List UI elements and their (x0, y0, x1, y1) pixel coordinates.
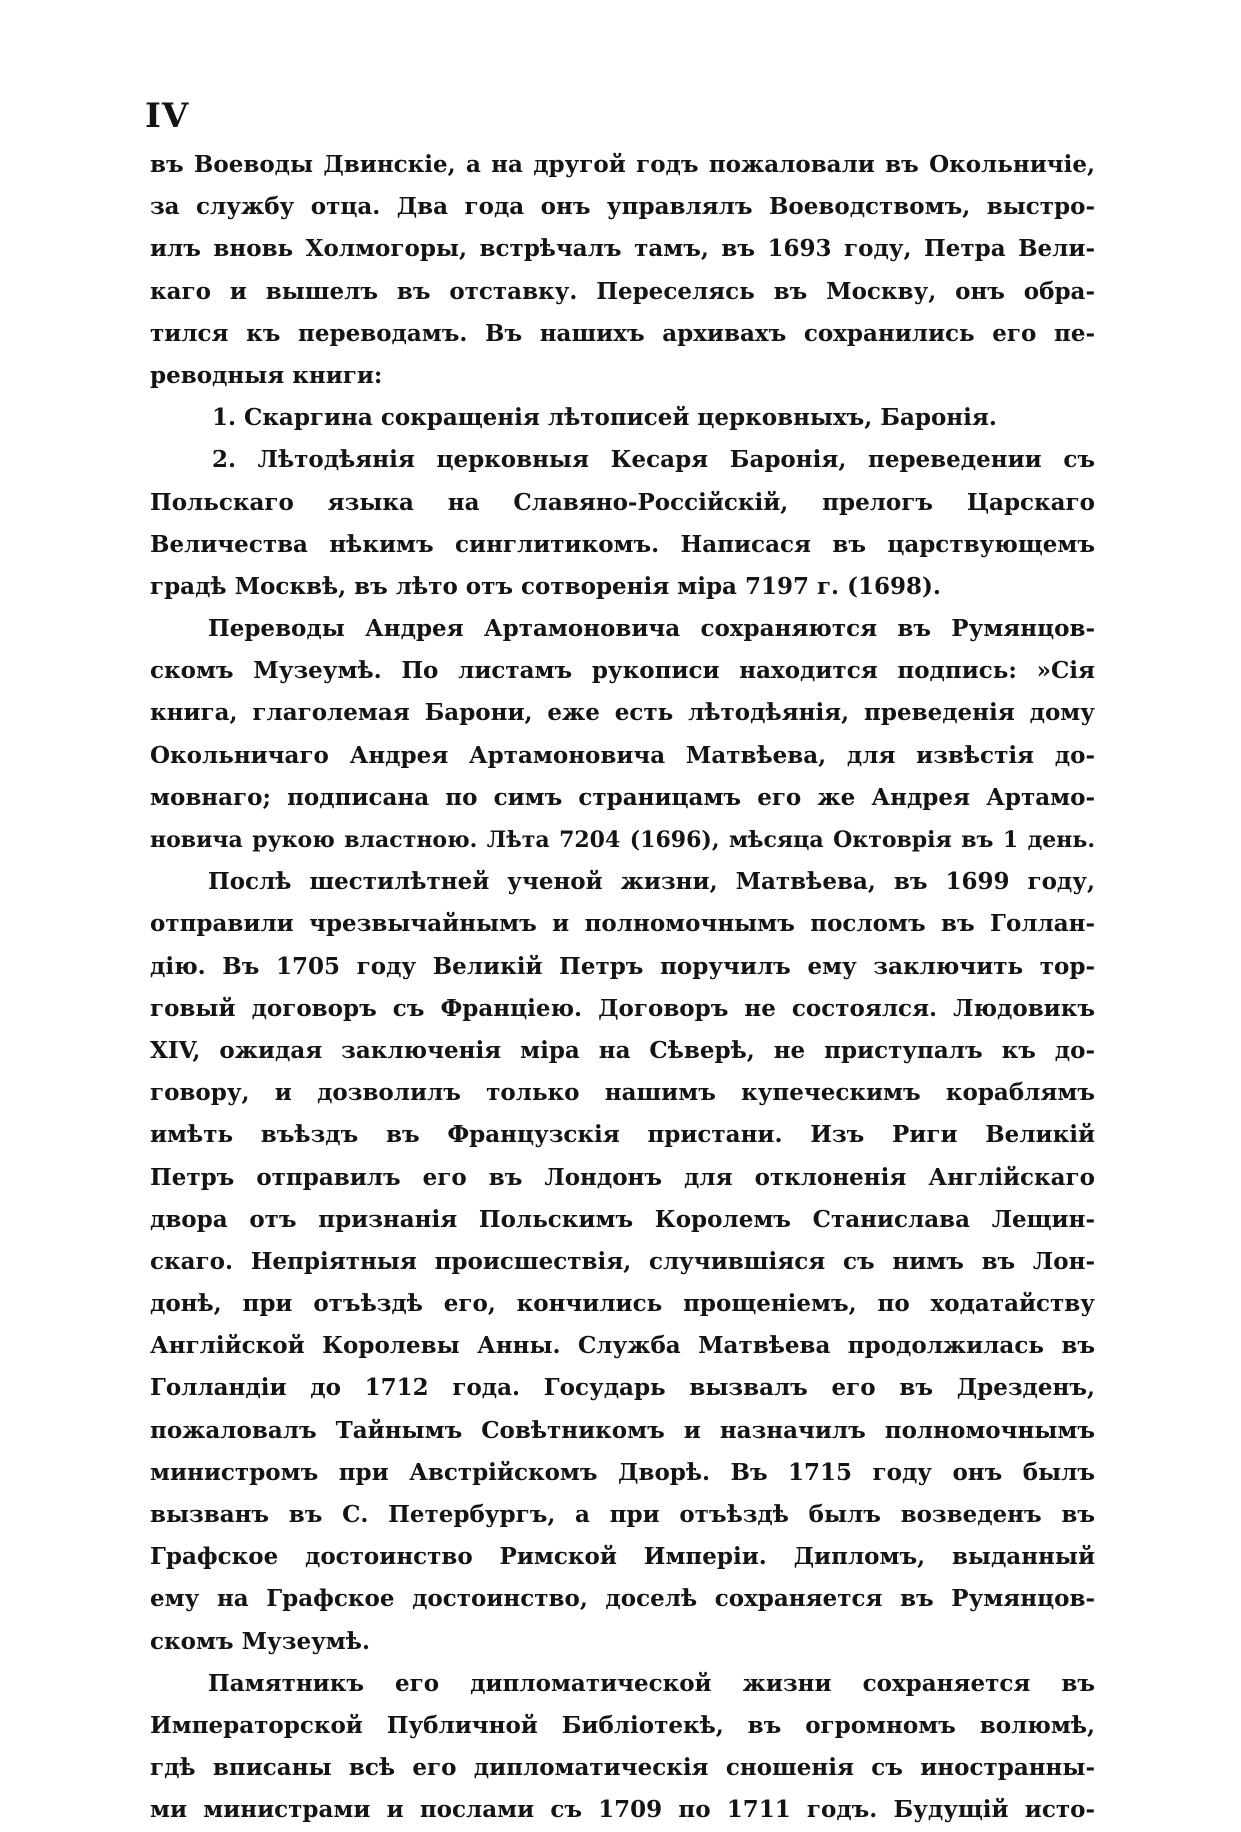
paragraph-diplomatic-career (150, 861, 1095, 1663)
text-line: новича рукою властною. Лѣта 7204 (1696), мѣсяца Октоврія въ 1 день. (150, 827, 1095, 853)
text-line: книга, глаголемая Барони, еже есть лѣтодѣянія, преведенія дому (150, 699, 1095, 727)
text-line: XIV, ожидая заключенія міра на Сѣверѣ, не приступалъ къ до- (150, 1036, 1095, 1064)
text-line: Петръ отправилъ его въ Лондонъ для отклоненія Англійскаго (150, 1163, 1095, 1191)
text-line: Графское достоинство Римской Имперіи. Дипломъ, выданный (150, 1543, 1095, 1571)
text-line: Голландіи до 1712 года. Государь вызвалъ его въ Дрезденъ, (150, 1374, 1095, 1402)
text-line: министромъ при Австрійскомъ Дворѣ. Въ 1715 году онъ былъ (150, 1458, 1095, 1486)
text-line: Польскаго языка на Славяно-Россійскій, прелогъ Царскаго (150, 488, 1095, 516)
text-line: тился къ переводамъ. Въ нашихъ архивахъ сохранились его пе- (150, 319, 1095, 347)
text-line: мовнаго; подписана по симъ страницамъ его же Андрея Артамо- (150, 783, 1095, 811)
text-line: въ Воеводы Двинскіе, а на другой годъ пожаловали въ Окольничіе, (150, 151, 1095, 178)
text-line: говору, и дозволилъ только нашимъ купеческимъ кораблямъ (150, 1079, 1095, 1107)
text-line: градѣ Москвѣ, въ лѣто отъ сотворенія міра 7197 г. (1698). (150, 572, 941, 600)
text-line: вызванъ въ С. Петербургъ, а при отъѣздѣ былъ возведенъ въ (150, 1501, 1095, 1528)
text-line: Переводы Андрея Артамоновича сохраняются въ Румянцов- (208, 615, 1095, 643)
paragraph-library-monument (150, 1663, 1095, 1832)
text-line: говый договоръ съ Франціею. Договоръ не состоялся. Людовикъ (150, 994, 1095, 1022)
text-line: Окольничаго Андрея Артамоновича Матвѣева, для извѣстія до- (150, 741, 1095, 769)
text-line: имѣть въѣздъ въ Французскія пристани. Изъ Риги Великій (150, 1121, 1095, 1149)
text-line: отправили чрезвычайнымъ и полномочнымъ посломъ въ Голлан- (150, 910, 1095, 938)
paragraph-appointment (150, 144, 1095, 397)
text-line: ему на Графское достоинство, доселѣ сохраняется въ Румянцов- (150, 1585, 1095, 1613)
text-line: Англійской Королевы Анны. Служба Матвѣева продолжилась въ (150, 1332, 1095, 1360)
text-line: Послѣ шестилѣтней ученой жизни, Матвѣева, въ 1699 году, (208, 868, 1095, 896)
text-line: за службу отца. Два года онъ управлялъ Воеводствомъ, выстро- (150, 193, 1095, 221)
page-number: IV (145, 96, 190, 136)
list-item-1 (150, 397, 1095, 439)
text-line: Памятникъ его дипломатической жизни сохраняется въ (208, 1669, 1095, 1697)
list-item-2 (150, 439, 1095, 608)
text-line: илъ вновь Холмогоры, встрѣчалъ тамъ, въ 1693 году, Петра Вели- (150, 235, 1095, 263)
text-line: ми министрами и послами съ 1709 по 1711 годъ. Будущій исто- (150, 1796, 1095, 1824)
text-line: Величества нѣкимъ синглитикомъ. Написася въ царствующемъ (150, 530, 1095, 558)
text-line: дію. Въ 1705 году Великій Петръ поручилъ ему заключить тор- (150, 952, 1095, 980)
text-line: 1. Скаргина сокращенія лѣтописей церковныхъ, Баронія. (212, 404, 997, 432)
text-line: скаго. Непріятныя происшествія, случившіяся съ нимъ въ Лон- (150, 1247, 1095, 1275)
text-line: пожаловалъ Тайнымъ Совѣтникомъ и назначилъ полномочнымъ (150, 1416, 1095, 1444)
text-line: Императорской Публичной Библіотекѣ, въ огромномъ волюмѣ, (150, 1711, 1095, 1739)
text-line: донѣ, при отъѣздѣ его, кончились прощеніемъ, по ходатайству (150, 1290, 1095, 1318)
text-line: 2. Лѣтодѣянія церковныя Кесаря Баронія, переведении съ (212, 446, 1095, 474)
text-line: скомъ Музеумѣ. (150, 1627, 370, 1655)
text-line: каго и вышелъ въ отставку. Переселясь въ Москву, онъ обра- (150, 277, 1095, 305)
text-line: двора отъ признанія Польскимъ Королемъ Станислава Лещин- (150, 1205, 1095, 1233)
body-text (150, 144, 1095, 1832)
paragraph-translations (150, 608, 1095, 861)
text-line: гдѣ вписаны всѣ его дипломатическія сношенія съ иностранны- (150, 1754, 1095, 1782)
text-line: реводныя книги: (150, 361, 383, 389)
text-line: скомъ Музеумѣ. По листамъ рукописи находится подпись: »Сія (150, 657, 1095, 685)
